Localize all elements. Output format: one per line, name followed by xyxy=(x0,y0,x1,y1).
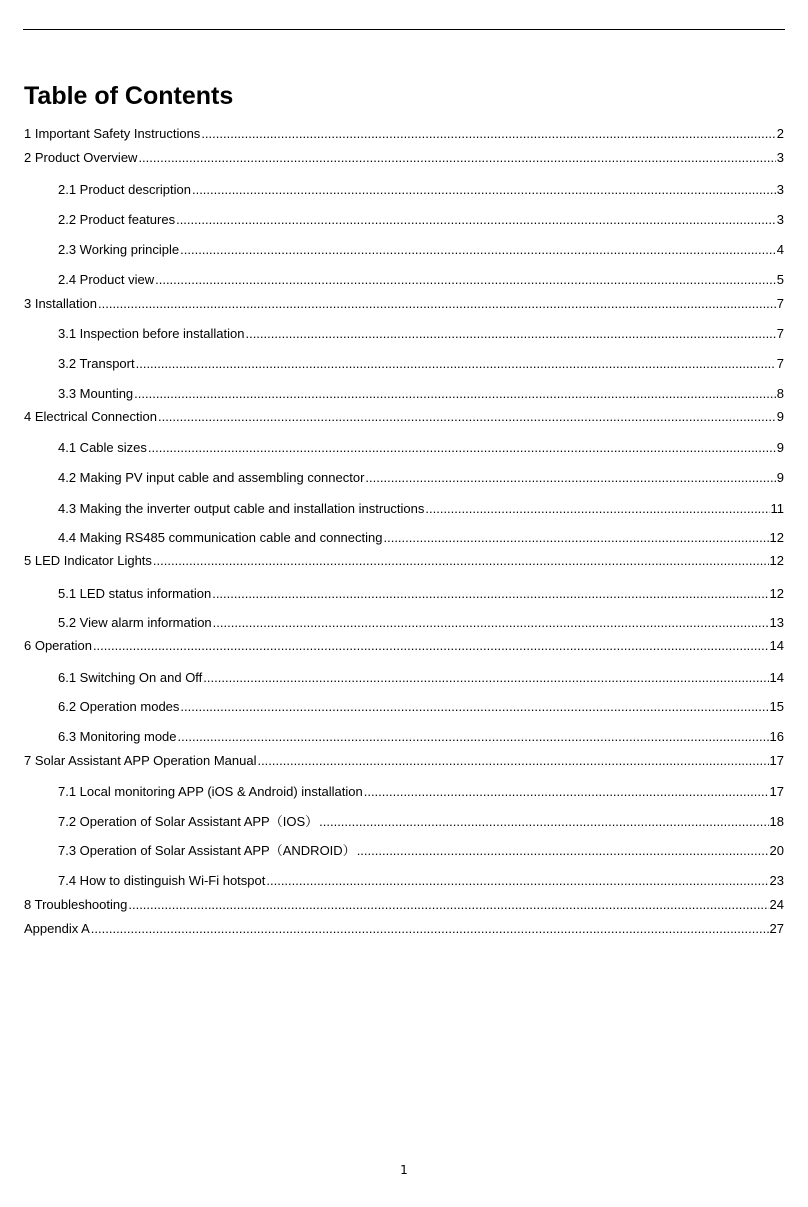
toc-entry-label: 6 Operation xyxy=(24,638,92,653)
toc-entry-page: 13 xyxy=(769,615,784,630)
toc-entry[interactable] xyxy=(58,500,784,518)
toc-entry-label: 5.1 LED status information xyxy=(58,586,212,601)
toc-entry-label: 7.4 How to distinguish Wi-Fi hotspot xyxy=(58,873,266,888)
toc-entry-label: 3.2 Transport xyxy=(58,356,135,371)
toc-dot-leader xyxy=(364,783,769,801)
toc-entry-page: 4 xyxy=(776,242,784,257)
toc-entry[interactable] xyxy=(58,241,784,259)
toc-entry-label: 3 Installation xyxy=(24,296,97,311)
toc-entry-label: 7.1 Local monitoring APP (iOS & Android) installation xyxy=(58,784,363,799)
toc-dot-leader xyxy=(266,872,768,890)
toc-entry-page: 23 xyxy=(769,873,784,888)
toc-entry[interactable] xyxy=(24,920,784,938)
toc-entry[interactable] xyxy=(58,585,784,603)
toc-entry-page: 11 xyxy=(770,501,784,516)
toc-entry-page: 20 xyxy=(769,843,784,858)
toc-entry[interactable] xyxy=(24,149,784,167)
toc-entry-page: 17 xyxy=(769,753,784,768)
toc-entry-page: 14 xyxy=(769,670,784,685)
toc-entry[interactable] xyxy=(24,408,784,426)
toc-entry[interactable] xyxy=(58,529,784,547)
toc-entry-page: 12 xyxy=(769,553,784,568)
header-rule xyxy=(23,29,785,30)
toc-entry[interactable] xyxy=(24,552,784,570)
toc-dot-leader xyxy=(134,385,776,403)
toc-entry[interactable] xyxy=(24,896,784,914)
toc-entry-label: 2 Product Overview xyxy=(24,150,138,165)
toc-entry-label: 7.2 Operation of Solar Assistant APP（IOS） xyxy=(58,814,319,829)
toc-entry[interactable] xyxy=(58,181,784,199)
toc-entry-page: 5 xyxy=(776,272,784,287)
toc-dot-leader xyxy=(93,637,769,655)
toc-entry-page: 7 xyxy=(776,326,784,341)
toc-entry-page: 9 xyxy=(776,409,784,424)
toc-entry-label: 6.1 Switching On and Off xyxy=(58,670,203,685)
toc-entry-page: 18 xyxy=(769,814,784,829)
toc-entry-page: 2 xyxy=(776,126,784,141)
toc-entry-label: Appendix A xyxy=(24,921,90,936)
toc-entry-label: 4 Electrical Connection xyxy=(24,409,157,424)
toc-entry[interactable] xyxy=(58,698,784,716)
toc-entry-label: 1 Important Safety Instructions xyxy=(24,126,201,141)
toc-entry-page: 17 xyxy=(769,784,784,799)
toc-dot-leader xyxy=(213,614,769,632)
toc-entry-label: 4.3 Making the inverter output cable and installation instructions xyxy=(58,501,425,516)
toc-entry-page: 7 xyxy=(776,296,784,311)
toc-dot-leader xyxy=(178,728,769,746)
toc-entry-page: 3 xyxy=(776,212,784,227)
toc-dot-leader xyxy=(192,181,776,199)
toc-entry[interactable] xyxy=(58,842,784,860)
toc-dot-leader xyxy=(212,585,768,603)
toc-entry[interactable] xyxy=(58,439,784,457)
toc-dot-leader xyxy=(245,325,775,343)
toc-entry-page: 27 xyxy=(769,921,784,936)
toc-dot-leader xyxy=(257,752,768,770)
toc-entry-page: 8 xyxy=(776,386,784,401)
toc-entry-page: 24 xyxy=(769,897,784,912)
toc-entry-label: 4.4 Making RS485 communication cable and connecting xyxy=(58,530,383,545)
toc-entry-label: 3.1 Inspection before installation xyxy=(58,326,245,341)
toc-entry-page: 7 xyxy=(776,356,784,371)
toc-entry[interactable] xyxy=(58,469,784,487)
toc-entry-page: 9 xyxy=(776,440,784,455)
toc-entry[interactable] xyxy=(58,271,784,289)
toc-dot-leader xyxy=(425,500,769,518)
toc-entry-label: 2.3 Working principle xyxy=(58,242,180,257)
toc-dot-leader xyxy=(357,842,769,860)
toc-dot-leader xyxy=(91,920,769,938)
toc-entry-page: 9 xyxy=(776,470,784,485)
toc-dot-leader xyxy=(128,896,768,914)
toc-dot-leader xyxy=(176,211,776,229)
toc-dot-leader xyxy=(138,149,775,167)
toc-entry-label: 7.3 Operation of Solar Assistant APP（ANDROID） xyxy=(58,843,356,858)
toc-dot-leader xyxy=(383,529,768,547)
toc-dot-leader xyxy=(203,669,768,687)
toc-dot-leader xyxy=(155,271,776,289)
toc-dot-leader xyxy=(136,355,776,373)
toc-dot-leader xyxy=(153,552,769,570)
toc-entry-label: 8 Troubleshooting xyxy=(24,897,128,912)
toc-entry-label: 4.1 Cable sizes xyxy=(58,440,147,455)
toc-entry[interactable] xyxy=(58,783,784,801)
toc-entry-label: 2.1 Product description xyxy=(58,182,191,197)
toc-dot-leader xyxy=(365,469,775,487)
toc-entry[interactable] xyxy=(58,728,784,746)
toc-dot-leader xyxy=(319,813,768,831)
page-title: Table of Contents xyxy=(24,82,234,110)
toc-entry-label: 3.3 Mounting xyxy=(58,386,134,401)
toc-entry[interactable] xyxy=(24,637,784,655)
toc-entry-label: 7 Solar Assistant APP Operation Manual xyxy=(24,753,257,768)
toc-entry-label: 4.2 Making PV input cable and assembling connector xyxy=(58,470,365,485)
toc-entry[interactable] xyxy=(58,872,784,890)
toc-entry[interactable] xyxy=(58,614,784,632)
toc-entry-label: 5.2 View alarm information xyxy=(58,615,212,630)
toc-dot-leader xyxy=(180,698,768,716)
toc-entry-page: 16 xyxy=(769,729,784,744)
toc-entry[interactable] xyxy=(58,385,784,403)
toc-dot-leader xyxy=(98,295,776,313)
toc-entry-page: 3 xyxy=(776,182,784,197)
toc-entry-page: 14 xyxy=(769,638,784,653)
toc-entry-page: 15 xyxy=(769,699,784,714)
toc-entry[interactable] xyxy=(24,125,784,143)
toc-entry[interactable] xyxy=(58,355,784,373)
toc-dot-leader xyxy=(201,125,775,143)
toc-dot-leader xyxy=(180,241,776,259)
toc-entry[interactable] xyxy=(58,669,784,687)
toc-entry[interactable] xyxy=(58,325,784,343)
toc-dot-leader xyxy=(158,408,776,426)
toc-entry-label: 5 LED Indicator Lights xyxy=(24,553,152,568)
toc-entry-page: 12 xyxy=(769,530,784,545)
toc-entry[interactable] xyxy=(58,211,784,229)
toc-dot-leader xyxy=(148,439,776,457)
toc-entry[interactable] xyxy=(24,295,784,313)
toc-entry-page: 12 xyxy=(769,586,784,601)
toc-entry[interactable] xyxy=(58,813,784,831)
page-number: 1 xyxy=(400,1163,408,1177)
toc-entry[interactable] xyxy=(24,752,784,770)
toc-entry-label: 2.2 Product features xyxy=(58,212,176,227)
toc-entry-label: 6.2 Operation modes xyxy=(58,699,180,714)
toc-entry-label: 6.3 Monitoring mode xyxy=(58,729,177,744)
toc-entry-page: 3 xyxy=(776,150,784,165)
toc-entry-label: 2.4 Product view xyxy=(58,272,155,287)
